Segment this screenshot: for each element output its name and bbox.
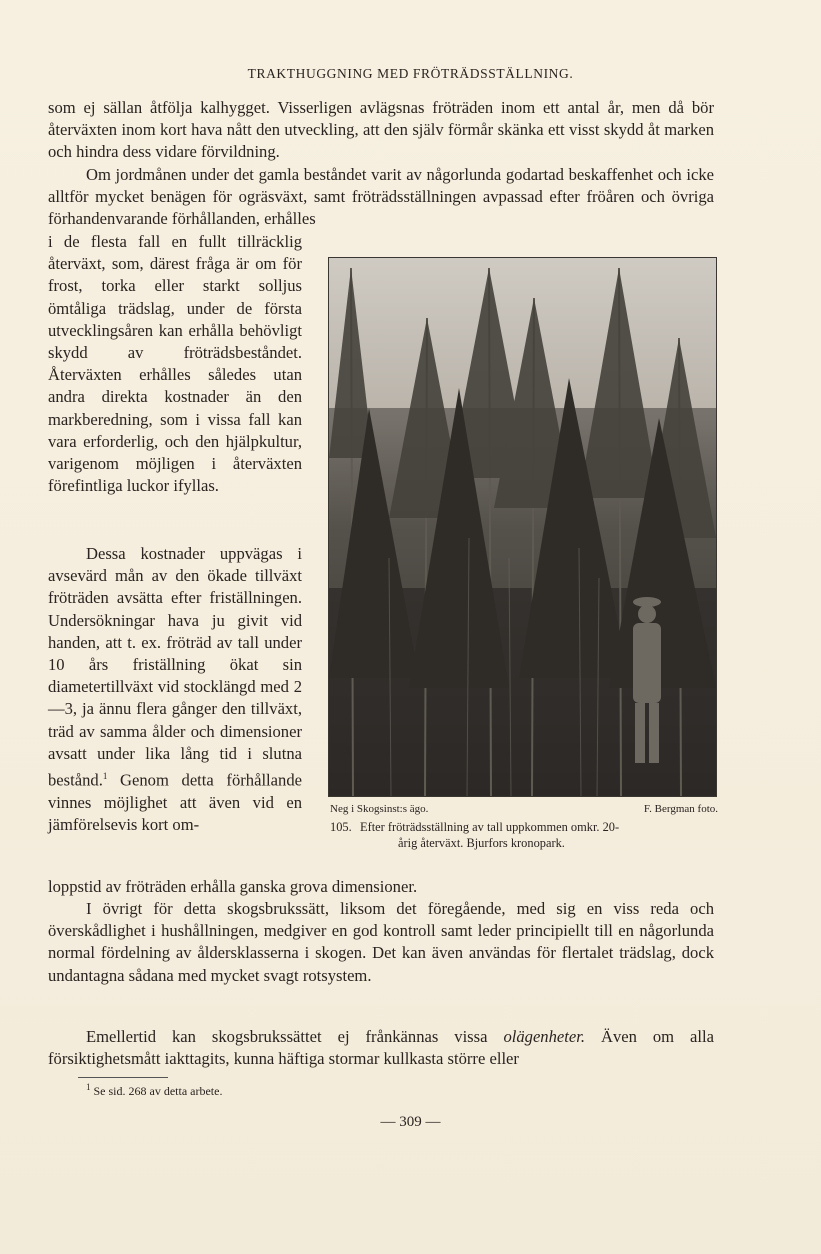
running-header: TRAKTHUGGNING MED FRÖTRÄDSSTÄLLNING. — [247, 66, 574, 81]
footnote-rule — [78, 1077, 168, 1078]
footnote-reference: 1 — [102, 771, 108, 782]
photo-credit-photographer: F. Bergman foto. — [643, 803, 718, 815]
paragraph-2-wrapped: i de flesta fall en fullt tillräcklig återväxt, som, därest fråga är om för frost, torka eller starkt solljus ömtåliga trädslag, under de första utvecklingsåren kan erhålla behövligt skydd av fröträdsbeståndet. Återväxten erhålles således utan andra direkta kostnader än den markberedning, som i vissa fall kan vara erforderlig, och den hjälpkultur, varigenom möjligen i återväxten förefintliga luckor ifyllas. — [48, 232, 302, 496]
caption-line-2: årig återväxt. Bjurfors kronopark. — [398, 836, 565, 850]
figure-caption — [330, 819, 718, 851]
paragraph-5 — [48, 1026, 714, 1070]
caption-line-1: Efter fröträdsställning av tall uppkommen omkr. 20- — [360, 820, 620, 834]
paragraph-5-emphasis: olägenheter. — [503, 1027, 586, 1046]
photo-credit — [330, 803, 718, 815]
paragraph-3-wrapped — [48, 543, 302, 836]
paragraph-3-text: Dessa kostnader uppvägas i avsevärd mån av den ökade tillväxt fröträden avsätta efter friställningen. Undersökningar hava ju givit vid handen, att t. ex. fröträd av tall under 10 års friställning ökat sin diametertillväxt vid stocklängd med 2—3, ja ännu flera gånger den tillväxt, träd av samma ålder och dimensioner avsatt under lika lång tid i slutna bestånd. — [48, 544, 302, 790]
figure-number: 105. — [330, 820, 352, 834]
paragraph-3-text-end: Genom detta förhållande vinnes möjlighet att även vid en jämförelsevis kort om- — [48, 770, 302, 834]
paragraph-4: I övrigt för detta skogsbrukssätt, liksom det föregående, med sig en viss reda och överskådlighet i hushållningen, medgiver en god kontroll samt leder principiellt till en någorlunda normal fördelning av åldersklasserna i skogen. Det kan även användas för flertalet trädslag, dock undantagna sådana med mycket svagt rotsystem. — [48, 899, 714, 985]
paragraph-1: som ej sällan åtfölja kalhygget. Visserligen avlägsnas fröträden inom ett antal år, men då bör återväxten inom kort hava nått den utveckling, att den själv förmår skänka ett visst skydd åt marken och hindra dess vidare förvildning. — [48, 98, 714, 162]
forest-photo-illustration — [329, 258, 716, 796]
footnote — [86, 1082, 222, 1099]
paragraph-5-text: Emellertid kan skogsbrukssättet ej frånkännas vissa — [86, 1027, 504, 1046]
footnote-text: Se sid. 268 av detta arbete. — [90, 1084, 223, 1098]
paragraph-2-full-width: Om jordmånen under det gamla beståndet varit av någorlunda godartad beskaffenhet och icke alltför mycket benägen för ogräsväxt, samt fröträdsställningen avpassad efter fröåren och övriga förhandenvarande förhållanden, erhålles — [48, 165, 714, 229]
page-number: — 309 — — [380, 1114, 441, 1130]
forest-photograph — [328, 257, 717, 797]
footnote-mark: 1 — [86, 1082, 91, 1092]
paragraph-3-continuation: loppstid av fröträden erhålla ganska grova dimensioner. — [48, 877, 418, 896]
paragraph-5-text-end: Även om alla försiktighetsmått iakttagits, kunna häftiga stormar kullkasta större eller — [48, 1027, 715, 1069]
photo-credit-owner: Neg i Skogsinst:s ägo. — [330, 803, 429, 815]
